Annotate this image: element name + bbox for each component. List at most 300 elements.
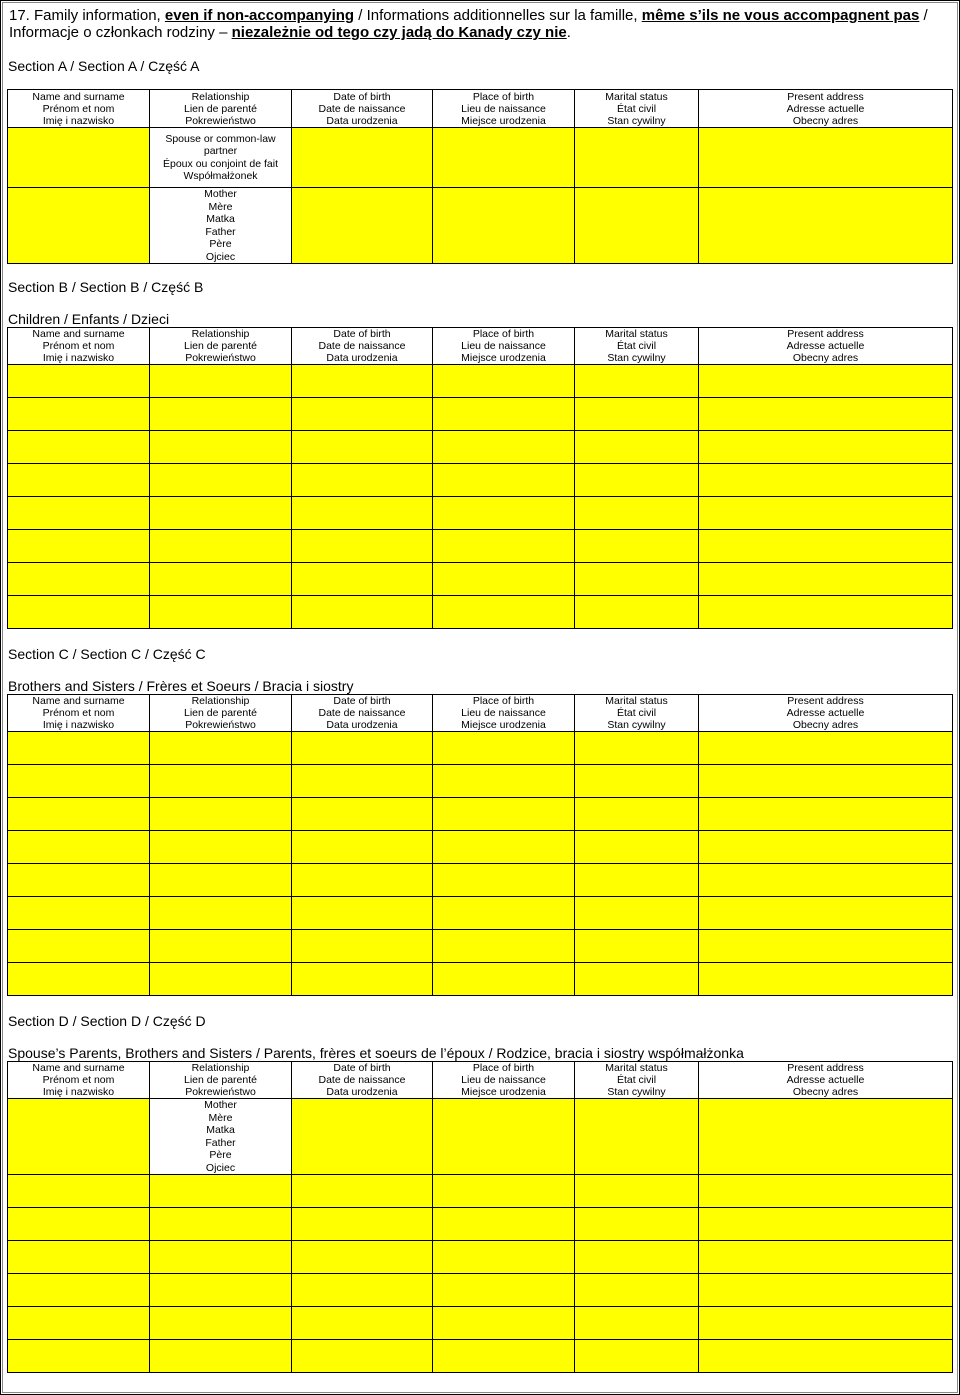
header-name [8,1062,150,1099]
relationship-cell[interactable] [150,365,292,398]
header-text-fr: Lieu de naissance [461,1074,546,1086]
header-dob [292,328,433,365]
title-emphasis-en: even if non-accompanying [164,7,355,24]
dob-cell[interactable] [292,431,433,464]
address-cell[interactable] [699,563,953,596]
address-cell[interactable] [699,530,953,563]
header-text-pl: Miejsce urodzenia [461,114,546,127]
header-text-en: Relationship [191,1062,250,1074]
entry-row [8,798,953,831]
header-marital [575,1062,699,1099]
header-text-en: Marital status [605,1062,668,1074]
header-text-pl: Stan cywilny [607,352,666,364]
section-c-label: Section C / Section C / Część C [8,646,206,662]
dob-cell[interactable] [292,1274,433,1307]
pob-cell[interactable] [433,530,575,563]
header-text-en: Present address [787,90,864,103]
relationship-cell[interactable] [150,831,292,864]
dob-cell[interactable] [292,365,433,398]
header-text-fr: Adresse actuelle [786,102,865,115]
relationship-cell[interactable] [150,897,292,930]
header-name [8,328,150,365]
relationship-cell[interactable] [150,497,292,530]
relationship-cell[interactable] [150,798,292,831]
header-text-pl: Data urodzenia [326,114,398,127]
dob-cell[interactable] [292,732,433,765]
form-title [9,7,953,41]
header-text-pl: Pokrewieństwo [185,114,256,127]
entry-row [8,864,953,897]
header-text-pl: Obecny adres [792,114,859,127]
header-text-pl: Data urodzenia [326,352,398,364]
header-text-fr: Date de naissance [318,707,406,719]
parent-name-cell[interactable] [8,188,150,264]
marital-cell[interactable] [575,1274,699,1307]
header-text-fr: Date de naissance [318,340,406,352]
spouse-parent-name-cell[interactable] [8,1099,150,1175]
marital-cell[interactable] [575,963,699,996]
name-cell[interactable] [8,1340,150,1373]
header-row [8,1062,953,1099]
header-relationship [150,1062,292,1099]
pob-cell[interactable] [433,398,575,431]
relationship-text: partner [203,145,238,157]
spouse-parent-pob-cell[interactable] [433,1099,575,1175]
dob-cell[interactable] [292,464,433,497]
pob-cell[interactable] [433,464,575,497]
marital-cell[interactable] [575,1307,699,1340]
pob-cell[interactable] [433,798,575,831]
marital-cell[interactable] [575,1340,699,1373]
address-cell[interactable] [699,1241,953,1274]
dob-cell[interactable] [292,596,433,629]
spouse-dob-cell[interactable] [292,128,433,188]
title-period: . [566,24,571,41]
name-cell[interactable] [8,431,150,464]
marital-cell[interactable] [575,464,699,497]
sibling-row [8,1175,953,1208]
dob-cell[interactable] [292,1241,433,1274]
marital-cell[interactable] [575,596,699,629]
name-cell[interactable] [8,831,150,864]
entry-row [8,398,953,431]
pob-cell[interactable] [433,431,575,464]
header-text-en: Present address [787,695,864,707]
marital-cell[interactable] [575,365,699,398]
header-text-pl: Miejsce urodzenia [461,719,546,731]
header-marital [575,90,699,128]
sibling-row [8,1241,953,1274]
dob-cell[interactable] [292,765,433,798]
address-cell[interactable] [699,1208,953,1241]
relationship-cell[interactable] [150,530,292,563]
entry-row [8,963,953,996]
name-cell[interactable] [8,963,150,996]
address-cell[interactable] [699,464,953,497]
header-row [8,695,953,732]
header-text-pl: Pokrewieństwo [185,352,256,364]
address-cell[interactable] [699,1307,953,1340]
marital-cell[interactable] [575,765,699,798]
spouse-relationship-cell [150,128,292,188]
header-text-en: Marital status [605,695,668,707]
relationship-cell[interactable] [150,1208,292,1241]
header-address [699,328,953,365]
name-cell[interactable] [8,1241,150,1274]
header-text-en: Name and surname [32,1062,125,1074]
name-cell[interactable] [8,497,150,530]
entry-row [8,365,953,398]
pob-cell[interactable] [433,1274,575,1307]
relationship-cell[interactable] [150,1307,292,1340]
sibling-row [8,1208,953,1241]
relationship-text: Mère [208,200,233,213]
header-text-pl: Data urodzenia [326,719,398,731]
header-text-fr: Lien de parenté [184,102,257,115]
pob-cell[interactable] [433,497,575,530]
header-text-fr: Adresse actuelle [786,1074,865,1086]
header-text-fr: Adresse actuelle [786,340,865,352]
address-cell[interactable] [699,596,953,629]
header-text-en: Present address [787,1062,864,1074]
dob-cell[interactable] [292,497,433,530]
spouse-address-cell[interactable] [699,128,953,188]
relationship-cell[interactable] [150,1241,292,1274]
header-text-pl: Stan cywilny [607,1086,666,1098]
address-cell[interactable] [699,831,953,864]
parent-marital-cell[interactable] [575,188,699,264]
name-cell[interactable] [8,1175,150,1208]
name-cell[interactable] [8,365,150,398]
name-cell[interactable] [8,398,150,431]
section-a-label: Section A / Section A / Część A [8,58,200,74]
header-relationship [150,328,292,365]
parents-relationship-cell [150,188,292,264]
header-text-fr: Date de naissance [318,1074,406,1086]
header-pob [433,90,575,128]
name-cell[interactable] [8,732,150,765]
name-cell[interactable] [8,1208,150,1241]
header-marital [575,695,699,732]
header-text-fr: Lien de parenté [184,707,257,719]
entry-row [8,530,953,563]
dob-cell[interactable] [292,530,433,563]
relationship-cell[interactable] [150,732,292,765]
dob-cell[interactable] [292,798,433,831]
section-c-table [7,694,953,996]
pob-cell[interactable] [433,732,575,765]
header-text-en: Place of birth [472,90,535,103]
header-text-en: Marital status [605,90,668,103]
header-text-fr: Date de naissance [318,102,406,115]
spouse-parent-address-cell[interactable] [699,1099,953,1175]
entry-row [8,897,953,930]
header-text-en: Relationship [191,328,250,340]
pob-cell[interactable] [433,1307,575,1340]
relationship-cell[interactable] [150,1274,292,1307]
header-address [699,1062,953,1099]
relationship-cell[interactable] [150,930,292,963]
header-name [8,695,150,732]
title-text: 17. Family information, [9,7,165,24]
dob-cell[interactable] [292,1175,433,1208]
header-text-pl: Miejsce urodzenia [461,1086,546,1098]
header-text-en: Name and surname [32,695,125,707]
header-text-fr: Prénom et nom [42,340,115,352]
entry-row [8,497,953,530]
header-text-en: Date of birth [333,328,391,340]
sibling-row [8,1307,953,1340]
relationship-cell[interactable] [150,431,292,464]
header-text-en: Relationship [191,695,250,707]
relationship-text: Père [209,1149,232,1161]
header-text-en: Name and surname [32,328,125,340]
header-pob [433,695,575,732]
entry-row [8,765,953,798]
address-cell[interactable] [699,1274,953,1307]
header-pob [433,328,575,365]
marital-cell[interactable] [575,563,699,596]
relationship-cell[interactable] [150,963,292,996]
dob-cell[interactable] [292,930,433,963]
spouse-pob-cell[interactable] [433,128,575,188]
pob-cell[interactable] [433,831,575,864]
header-text-pl: Stan cywilny [607,114,666,127]
entry-row [8,464,953,497]
header-address [699,90,953,128]
pob-cell[interactable] [433,963,575,996]
header-text-pl: Obecny adres [792,719,859,731]
address-cell[interactable] [699,897,953,930]
header-text-en: Place of birth [472,1062,535,1074]
header-pob [433,1062,575,1099]
dob-cell[interactable] [292,831,433,864]
header-text-pl: Imię i nazwisko [42,719,115,731]
relationship-text: Mother [204,1099,237,1111]
marital-cell[interactable] [575,930,699,963]
marital-cell[interactable] [575,431,699,464]
spouse-parents-row [8,1099,953,1175]
name-cell[interactable] [8,798,150,831]
relationship-text: Époux ou conjoint de fait [163,157,278,170]
dob-cell[interactable] [292,864,433,897]
relationship-cell[interactable] [150,596,292,629]
section-d-group-label: Spouse’s Parents, Brothers and Sisters / Parents, frères et soeurs de l’époux / Rodzice, bracia i siostry współmałżonka [8,1045,744,1061]
header-text-en: Name and surname [32,90,125,103]
address-cell[interactable] [699,1340,953,1373]
section-b-label: Section B / Section B / Część B [8,279,204,295]
relationship-text: Father [205,1136,236,1149]
sibling-row [8,1274,953,1307]
name-cell[interactable] [8,1274,150,1307]
spouse-marital-cell[interactable] [575,128,699,188]
name-cell[interactable] [8,563,150,596]
address-cell[interactable] [699,798,953,831]
header-text-en: Date of birth [333,695,391,707]
header-text-en: Date of birth [333,90,391,103]
pob-cell[interactable] [433,1208,575,1241]
entry-row [8,563,953,596]
header-text-en: Place of birth [472,695,535,707]
marital-cell[interactable] [575,1241,699,1274]
header-text-pl: Data urodzenia [326,1086,398,1098]
relationship-text: Matka [206,1124,235,1136]
header-dob [292,1062,433,1099]
entry-row [8,930,953,963]
name-cell[interactable] [8,864,150,897]
parent-dob-cell[interactable] [292,188,433,264]
title-text-pl: / Informacje o członkach rodziny – [9,7,928,41]
relationship-cell[interactable] [150,1175,292,1208]
header-text-pl: Stan cywilny [607,719,666,731]
section-d-table [7,1061,953,1373]
parent-pob-cell[interactable] [433,188,575,264]
dob-cell[interactable] [292,563,433,596]
relationship-text: Father [205,225,236,238]
dob-cell[interactable] [292,963,433,996]
header-text-fr: Lieu de naissance [461,707,546,719]
pob-cell[interactable] [433,1340,575,1373]
name-cell[interactable] [8,930,150,963]
relationship-text: Współmałżonek [183,170,258,182]
address-cell[interactable] [699,732,953,765]
header-text-fr: État civil [616,340,657,352]
pob-cell[interactable] [433,765,575,798]
address-cell[interactable] [699,365,953,398]
header-text-pl: Pokrewieństwo [185,1086,256,1098]
marital-cell[interactable] [575,864,699,897]
header-text-fr: État civil [616,707,657,719]
header-text-pl: Pokrewieństwo [185,719,256,731]
section-a-table [7,89,953,264]
relationship-cell[interactable] [150,1340,292,1373]
header-text-fr: Lien de parenté [184,340,257,352]
address-cell[interactable] [699,497,953,530]
header-text-pl: Imię i nazwisko [42,1086,115,1098]
marital-cell[interactable] [575,831,699,864]
header-marital [575,328,699,365]
pob-cell[interactable] [433,1241,575,1274]
section-b-group-label: Children / Enfants / Dzieci [8,311,170,327]
parent-address-cell[interactable] [699,188,953,264]
header-text-en: Marital status [605,328,668,340]
header-relationship [150,695,292,732]
address-cell[interactable] [699,765,953,798]
header-dob [292,90,433,128]
header-text-fr: Lien de parenté [184,1074,257,1086]
relationship-cell[interactable] [150,864,292,897]
address-cell[interactable] [699,864,953,897]
header-text-en: Present address [787,328,864,340]
header-text-pl: Obecny adres [792,1086,859,1098]
header-text-fr: État civil [616,1074,657,1086]
marital-cell[interactable] [575,1208,699,1241]
pob-cell[interactable] [433,930,575,963]
dob-cell[interactable] [292,1307,433,1340]
header-text-fr: Adresse actuelle [786,707,865,719]
address-cell[interactable] [699,930,953,963]
pob-cell[interactable] [433,897,575,930]
marital-cell[interactable] [575,497,699,530]
header-dob [292,695,433,732]
relationship-cell[interactable] [150,765,292,798]
address-cell[interactable] [699,1175,953,1208]
section-d-label: Section D / Section D / Część D [8,1013,206,1029]
title-emphasis-fr: même s’ils ne vous accompagnent pas [641,7,920,24]
header-relationship [150,90,292,128]
section-b-table [7,327,953,629]
spouse-parents-relationship-cell [150,1099,292,1175]
marital-cell[interactable] [575,897,699,930]
header-name [8,90,150,128]
spouse-parent-dob-cell[interactable] [292,1099,433,1175]
entry-row [8,596,953,629]
name-cell[interactable] [8,897,150,930]
relationship-text: Spouse or common-law [165,132,276,145]
header-row [8,328,953,365]
entry-row [8,732,953,765]
name-cell[interactable] [8,530,150,563]
marital-cell[interactable] [575,1175,699,1208]
pob-cell[interactable] [433,596,575,629]
address-cell[interactable] [699,963,953,996]
relationship-text: Ojciec [205,250,236,263]
header-text-fr: Lieu de naissance [461,102,546,115]
header-text-fr: Lieu de naissance [461,340,546,352]
entry-row [8,431,953,464]
relationship-cell[interactable] [150,398,292,431]
name-cell[interactable] [8,1307,150,1340]
sibling-row [8,1340,953,1373]
marital-cell[interactable] [575,530,699,563]
dob-cell[interactable] [292,398,433,431]
title-emphasis-pl: niezależnie od tego czy jadą do Kanady czy nie [231,24,567,41]
name-cell[interactable] [8,596,150,629]
relationship-cell[interactable] [150,563,292,596]
header-text-pl: Imię i nazwisko [42,352,115,364]
pob-cell[interactable] [433,864,575,897]
marital-cell[interactable] [575,798,699,831]
relationship-cell[interactable] [150,464,292,497]
marital-cell[interactable] [575,732,699,765]
header-row [8,90,953,128]
header-text-pl: Obecny adres [792,352,859,364]
marital-cell[interactable] [575,398,699,431]
pob-cell[interactable] [433,563,575,596]
spouse-name-cell[interactable] [8,128,150,188]
pob-cell[interactable] [433,365,575,398]
relationship-text: Matka [206,213,235,225]
name-cell[interactable] [8,464,150,497]
relationship-text: Ojciec [205,1161,236,1174]
header-text-en: Relationship [191,90,250,103]
address-cell[interactable] [699,431,953,464]
spouse-row [8,128,953,188]
relationship-text: Mother [204,188,237,200]
dob-cell[interactable] [292,897,433,930]
dob-cell[interactable] [292,1208,433,1241]
header-text-en: Date of birth [333,1062,391,1074]
name-cell[interactable] [8,765,150,798]
parents-row [8,188,953,264]
header-text-en: Place of birth [472,328,535,340]
pob-cell[interactable] [433,1175,575,1208]
section-c-group-label: Brothers and Sisters / Frères et Soeurs / Bracia i siostry [8,678,354,694]
spouse-parent-marital-cell[interactable] [575,1099,699,1175]
address-cell[interactable] [699,398,953,431]
dob-cell[interactable] [292,1340,433,1373]
header-text-pl: Imię i nazwisko [42,114,115,127]
